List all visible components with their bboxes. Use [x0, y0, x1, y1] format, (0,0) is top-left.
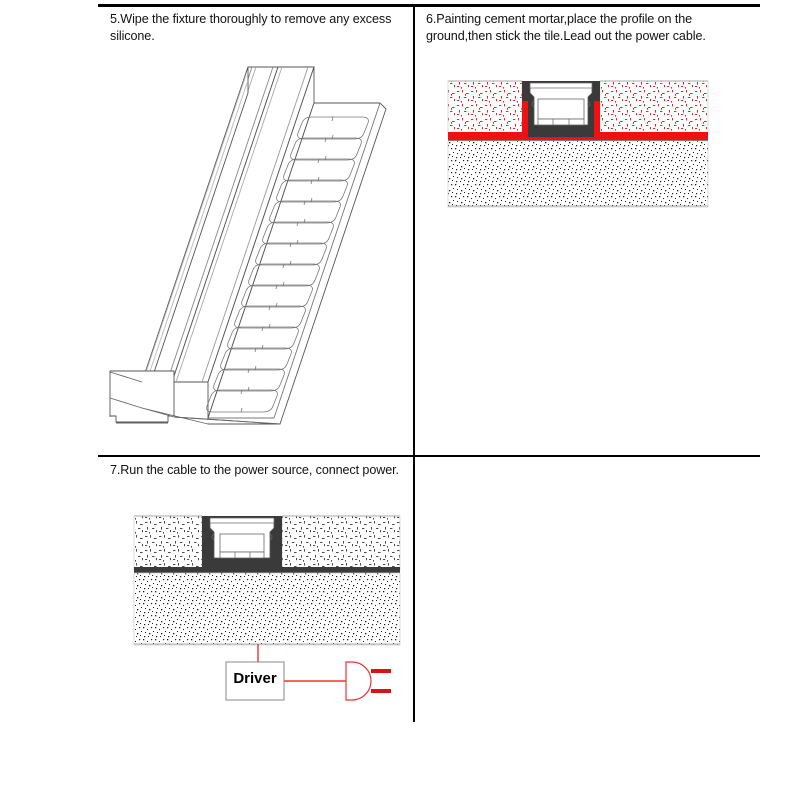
step-cell-5: [100, 7, 412, 455]
table-middle-border: [98, 455, 760, 457]
driver-label: Driver: [233, 670, 277, 687]
led-profile-isometric-drawing: [100, 45, 412, 445]
empty-cell: [416, 458, 760, 722]
step-5-caption: 5.Wipe the fixture thoroughly to remove any excess silicone.: [110, 12, 392, 43]
driver-wiring-cross-section-diagram: [130, 506, 410, 706]
mortar-cross-section-diagram: [442, 75, 714, 215]
step-cell-6: [416, 7, 760, 455]
step-7-caption: 7.Run the cable to the power source, connect power.: [110, 463, 399, 477]
isometric-profile-svg: [100, 45, 412, 445]
step-cell-7: [100, 458, 412, 722]
step-6-caption: 6.Painting cement mortar,place the profile on the ground,then stick the tile.Lead out the power cable.: [426, 12, 706, 43]
mortar-cross-section-svg: [442, 75, 714, 215]
table-column-divider: [413, 4, 415, 722]
